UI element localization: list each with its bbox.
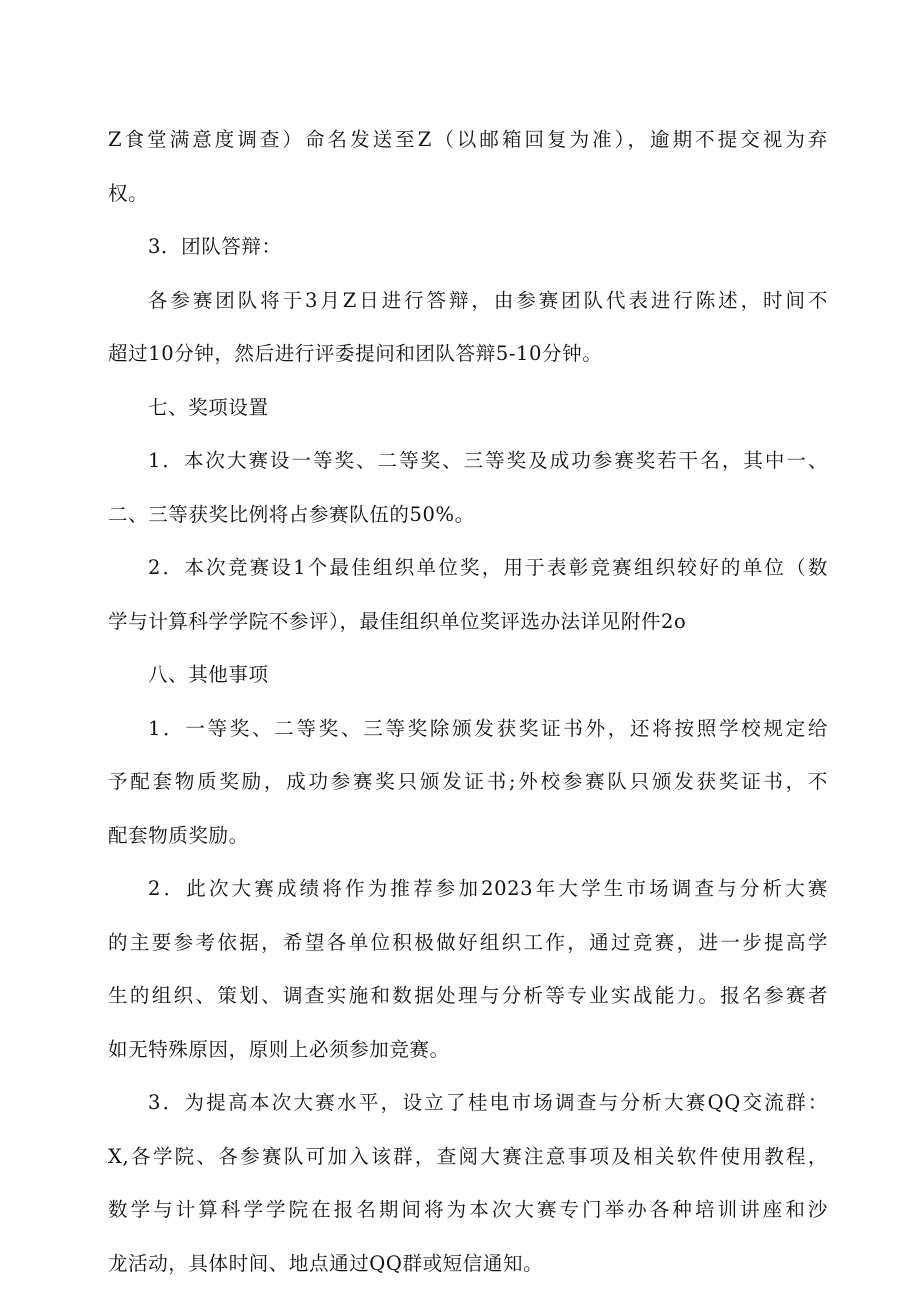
text-line: 超过10分钟，然后进行评委提问和团队答辩5-10分钟。	[108, 342, 603, 365]
text-line: 的主要参考依据，希望各单位积极做好组织工作，通过竞赛，进一步提高学	[108, 930, 828, 954]
section-heading: 八、其他事项	[148, 663, 269, 686]
section-heading: 3．团队答辩：	[148, 235, 282, 258]
text-line: 二、三等获奖比例将占参赛队伍的50%。	[108, 502, 475, 526]
section-heading: 七、奖项设置	[148, 395, 269, 419]
text-line: 权。	[108, 181, 149, 205]
text-line: X,各学院、各参赛队可加入该群，查阅大赛注意事项及相关软件使用教程，	[108, 1144, 828, 1168]
text-line: 2．本次竞赛设1个最佳组织单位奖，用于表彰竞赛组织较好的单位（数	[148, 556, 828, 579]
text-line: Z食堂满意度调查）命名发送至Z（以邮箱回复为准），逾期不提交视为弃	[108, 128, 828, 151]
text-line: 数学与计算科学学院在报名期间将为本次大赛专门举办各种培训讲座和沙	[108, 1198, 828, 1221]
text-line: 各参赛团队将于3月Z日进行答辩，由参赛团队代表进行陈述，时间不	[148, 288, 828, 312]
document-body	[108, 120, 828, 1297]
text-line: 如无特殊原因，原则上必须参加竞赛。	[108, 1037, 450, 1061]
text-line: 1．一等奖、二等奖、三等奖除颁发获奖证书外，还将按照学校规定给	[148, 716, 828, 740]
text-line: 学与计算科学学院不参评），最佳组织单位奖评选办法详见附件2o	[108, 609, 687, 633]
text-line: 2．此次大赛成绩将作为推荐参加2023年大学生市场调查与分析大赛	[148, 877, 828, 900]
text-line: 生的组织、策划、调查实施和数据处理与分析等专业实战能力。报名参赛者	[108, 984, 828, 1007]
text-line: 龙活动，具体时间、地点通过QQ群或短信通知。	[108, 1251, 544, 1275]
text-line: 3．为提高本次大赛水平，设立了桂电市场调查与分析大赛QQ交流群：	[148, 1091, 828, 1114]
text-line: 予配套物质奖励，成功参赛奖只颁发证书;外校参赛队只颁发获奖证书，不	[108, 770, 828, 793]
text-line: 配套物质奖励。	[108, 823, 249, 847]
text-line: 1．本次大赛设一等奖、二等奖、三等奖及成功参赛奖若干名，其中一、	[148, 449, 828, 472]
